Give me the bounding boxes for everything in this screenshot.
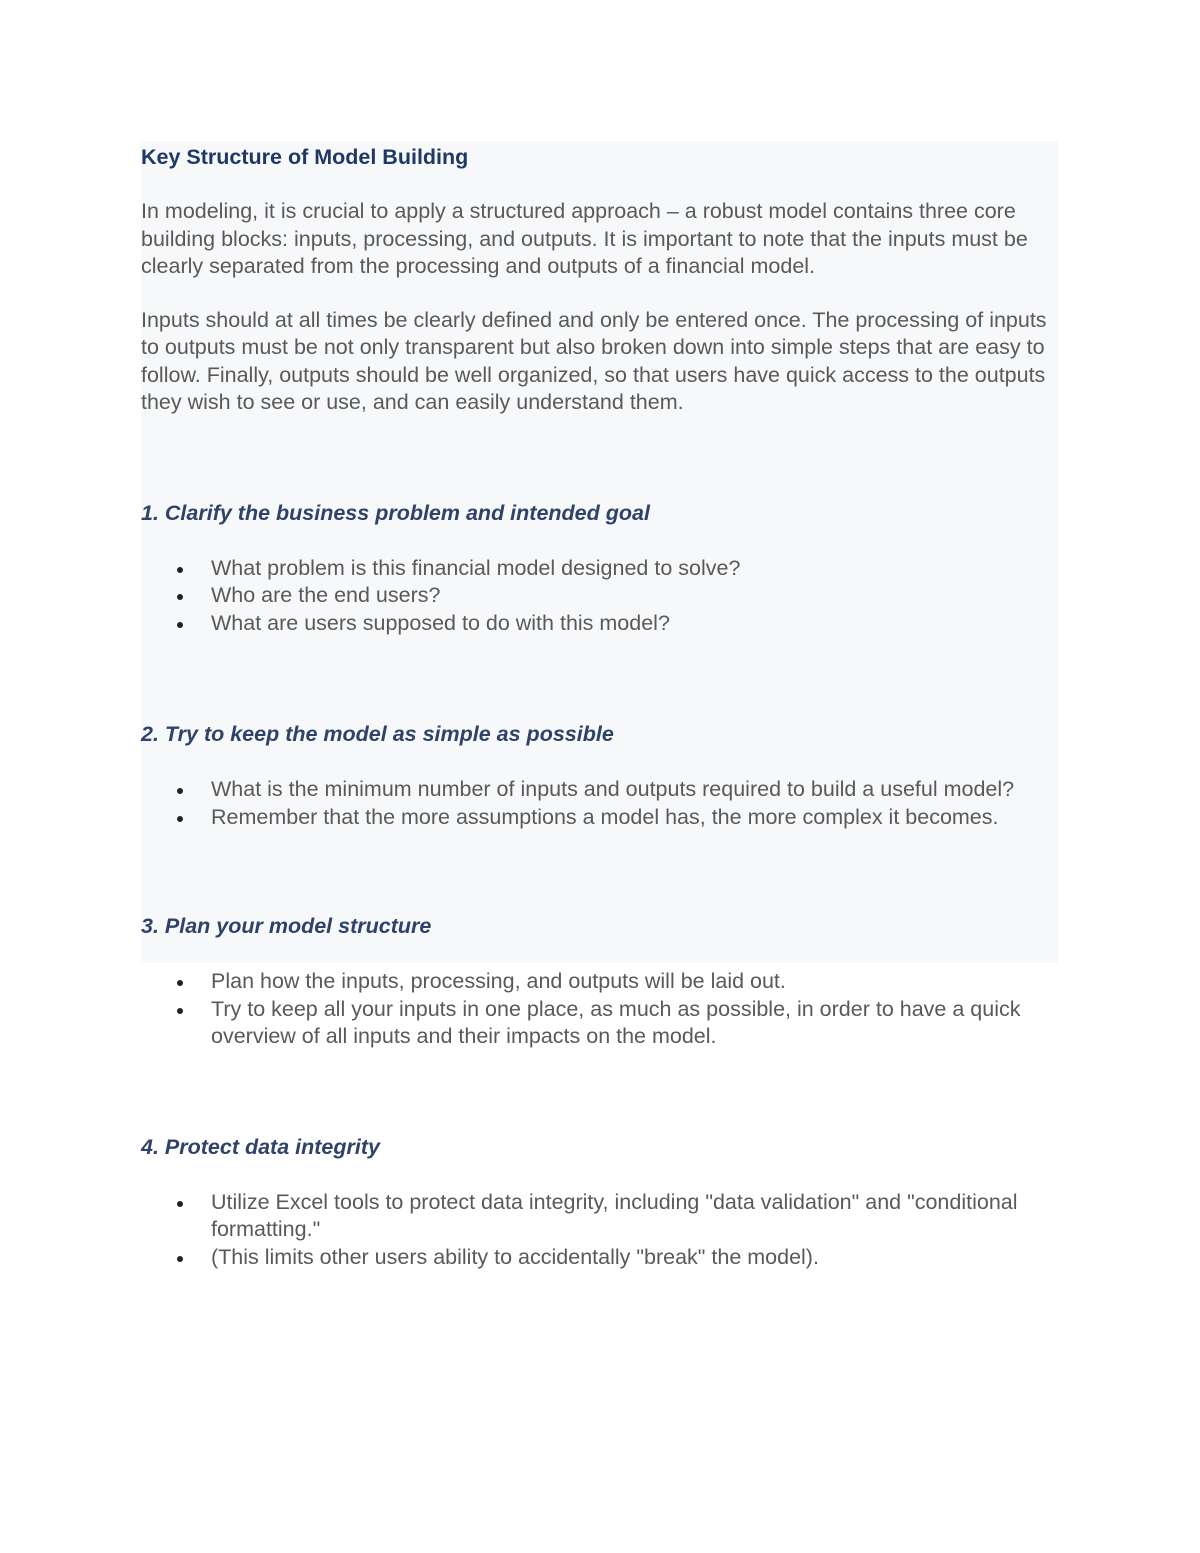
list-item: What are users supposed to do with this model? [141,610,1058,638]
list-item: What is the minimum number of inputs and outputs required to build a useful model? [141,776,1058,804]
section-keep-simple [141,720,1058,831]
bullet-list [141,555,1058,638]
section-clarify-problem [141,499,1058,638]
list-item: Remember that the more assumptions a model has, the more complex it becomes. [141,804,1058,832]
intro-paragraph-1: In modeling, it is crucial to apply a structured approach – a robust model contains three core building blocks: inputs, processing, and outputs. It is important to note that the inputs must be clearly separated from the processing and outputs of a financial model. [141,199,1028,278]
section-protect-data [141,1133,1058,1272]
bullet-list [141,1189,1058,1272]
document-body [141,141,1058,1271]
document-title: Key Structure of Model Building [141,145,469,169]
list-item: What problem is this financial model designed to solve? [141,555,1058,583]
intro-paragraph-2: Inputs should at all times be clearly defined and only be entered once. The processing of inputs to outputs must be not only transparent but also broken down into simple steps that are easy to follow. Finally, outputs should be well organized, so that users have quick access to the outputs they wish to see or use, and can easily understand them. [141,307,1047,414]
section-heading: 2. Try to keep the model as simple as possible [141,722,614,746]
list-item: (This limits other users ability to accidentally "break" the model). [141,1244,1058,1272]
section-plan-structure [141,912,1058,1051]
bullet-list [141,968,1058,1051]
section-heading: 1. Clarify the business problem and intended goal [141,500,650,525]
list-item: Who are the end users? [141,582,1058,610]
bullet-list [141,776,1058,831]
section-heading: 3. Plan your model structure [141,914,432,938]
list-item: Utilize Excel tools to protect data integrity, including "data validation" and "conditional formatting." [141,1189,1058,1244]
list-item: Try to keep all your inputs in one place, as much as possible, in order to have a quick overview of all inputs and their impacts on the model. [141,996,1058,1051]
list-item: Plan how the inputs, processing, and outputs will be laid out. [141,968,1058,996]
section-heading: 4. Protect data integrity [141,1134,380,1159]
